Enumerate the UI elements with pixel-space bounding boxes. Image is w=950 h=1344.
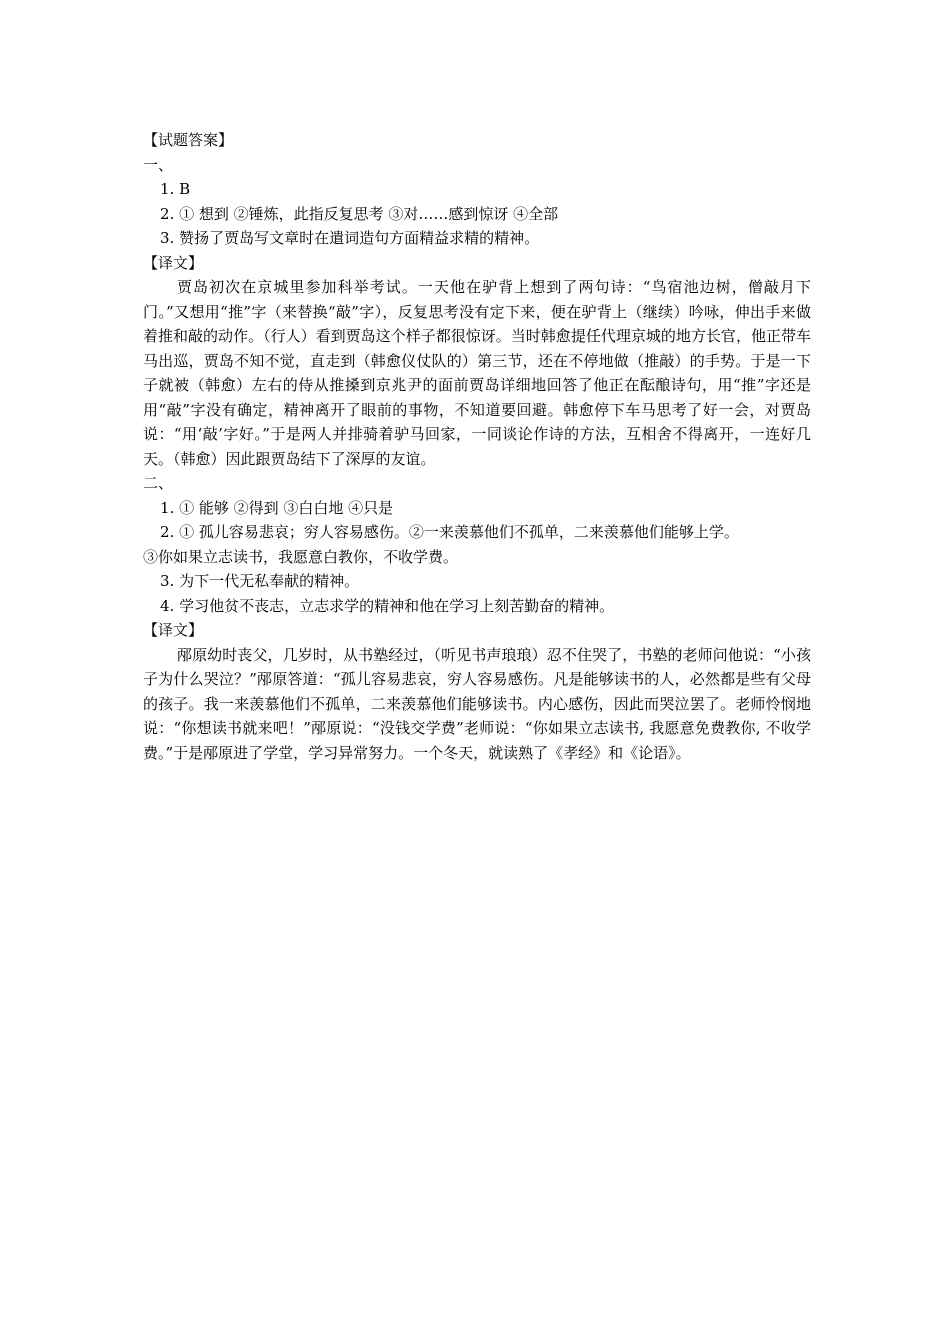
part1-item-3: 3. 赞扬了贾岛写文章时在遣词造句方面精益求精的精神。 [160,229,540,247]
part2-item-2-line1: 2. ① 孤儿容易悲哀；穷人容易感伤。②一来羡慕他们不孤单，二来羡慕他们能够上学。 [160,523,739,541]
part2-label: 二、 [143,474,174,492]
part1-item-2: 2. ① 想到 ②锤炼，此指反复思考 ③对……感到惊讶 ④全部 [160,204,559,223]
part2-translation-heading: 【译文】 [143,621,204,639]
part1-label: 一、 [143,155,174,174]
part1-item-1: 1. B [160,180,191,198]
part1-translation-text: 贾岛初次在京城里参加科举考试。一天他在驴背上想到了两句诗：“鸟宿池边树，僧敲月下门。”又想用“推”字（来替换“敲”字），反复思考没有定下来，便在驴背上（继续）吟咏，伸出手来做着推和敲的动作。（行人）看到贾岛这个样子都很惊讶。当时韩愈提任代理京城的地方长官，他正带车马出巡，贾岛不知不觉，直走到（韩愈仪仗队的）第三节，还在不停地做（推敲）的手势。于是一下子就被（韩愈）左右的侍从推搡到京兆尹的面前贾岛详细地回答了他正在酝酿诗句，用“推”字还是用“敲”字没有确定，精神离开了眼前的事物，不知道要回避。韩愈停下车马思考了好一会，对贾岛说：“用‘敲’字好。”于是两人并排骑着驴马回家，一同谈论作诗的方法，互相舍不得离开，一连好几天。（韩愈）因此跟贾岛结下了深厚的友谊。 [143,278,811,468]
part2-translation-text: 邴原幼时丧父，几岁时，从书塾经过，（听见书声琅琅）忍不住哭了，书塾的老师问他说：“小孩子为什么哭泣？”邴原答道：“孤儿容易悲哀，穷人容易感伤。凡是能够读书的人，必然都是些有父母的孩子。我一来羡慕他们不孤单，二来羡慕他们能够读书。内心感伤，因此而哭泣罢了。老师怜悯地说：“你想读书就来吧！”邴原说：“没钱交学费”老师说：“你如果立志读书, 我愿意免费教你, 不收学费。”于是邴原进了学堂，学习异常努力。一个冬天，就读熟了《孝经》和《论语》。 [143,645,811,762]
part2-item-2-line2: ③你如果立志读书，我愿意白教你，不收学费。 [143,547,459,566]
part1-translation-heading: 【译文】 [143,253,204,272]
answers-heading: 【试题答案】 [143,131,234,149]
part2-item-3: 3. 为下一代无私奉献的精神。 [160,572,360,590]
document-body [143,128,811,765]
part2-item-4: 4. 学习他贫不丧志，立志求学的精神和他在学习上刻苦勤奋的精神。 [160,596,615,615]
part2-item-1: 1. ① 能够 ②得到 ③白白地 ④只是 [160,498,394,517]
